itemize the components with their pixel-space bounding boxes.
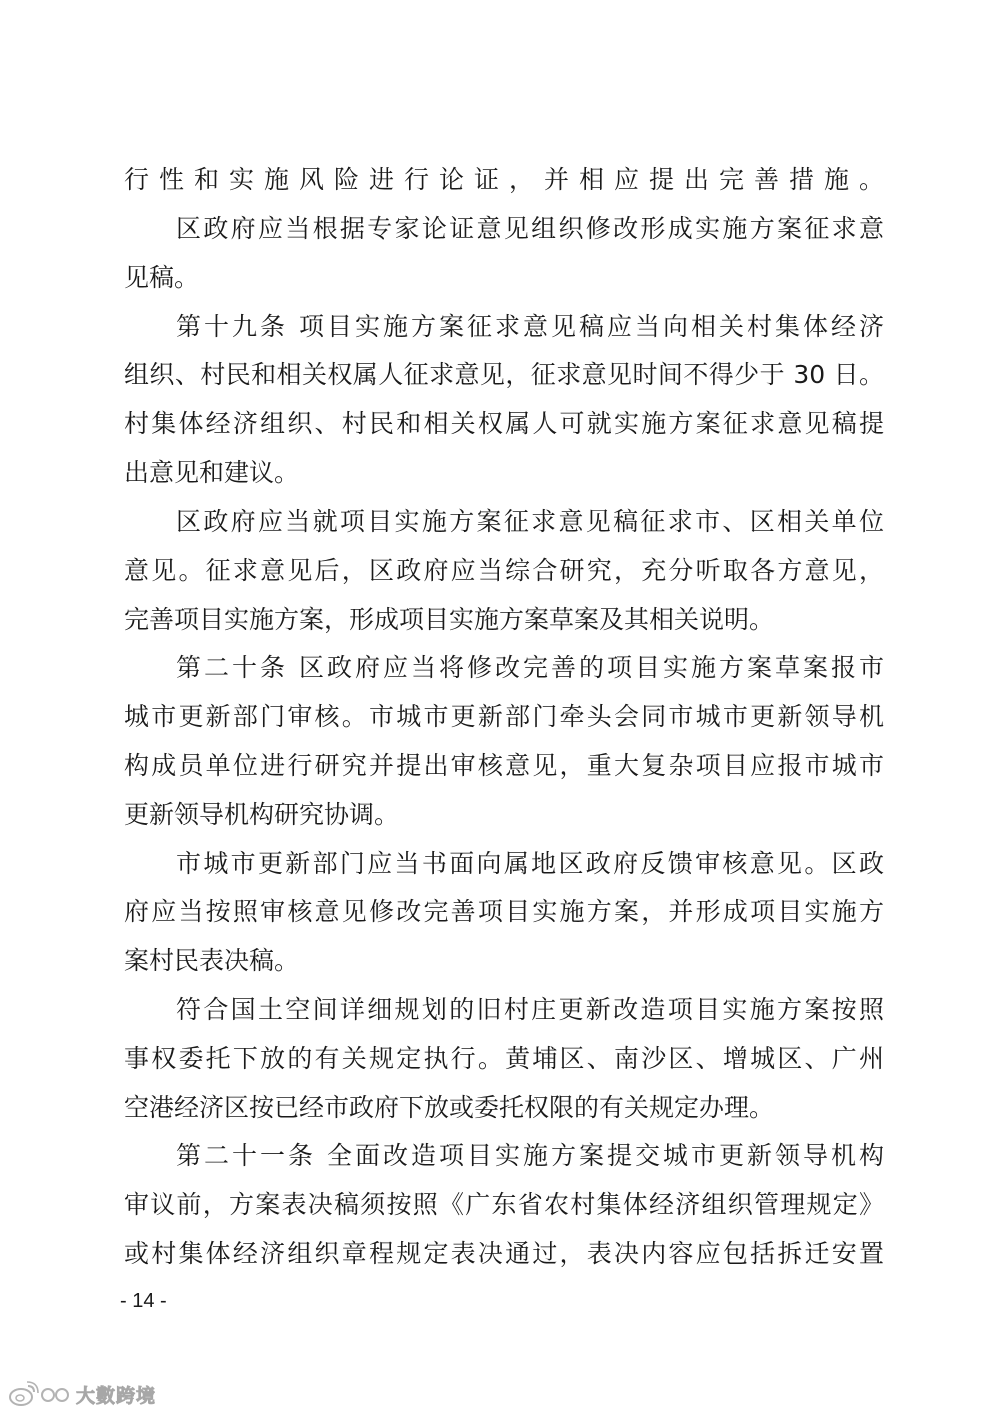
- article-21-heading-line: 第二十一条 全面改造项目实施方案提交城市更新领导机构: [176, 1141, 884, 1170]
- paragraph-line: 村集体经济组织、村民和相关权属人可就实施方案征求意见稿提: [124, 409, 884, 438]
- sina-weibo-icon: [8, 1381, 72, 1407]
- paragraph-line: 行性和实施风险进行论证，并相应提出完善措施。: [124, 165, 884, 194]
- paragraph-line: 区政府应当根据专家论证意见组织修改形成实施方案征求意: [176, 214, 884, 243]
- paragraph-line: 出意见和建议。: [124, 458, 300, 487]
- paragraph-line: 府应当按照审核意见修改完善项目实施方案，并形成项目实施方: [124, 897, 884, 926]
- paragraph-line: 审议前，方案表决稿须按照《广东省农村集体经济组织管理规定》: [124, 1190, 884, 1219]
- watermark-text: 大數跨境: [76, 1384, 157, 1407]
- paragraph-line: 案村民表决稿。: [124, 946, 300, 975]
- paragraph-line: 意见。征求意见后，区政府应当综合研究，充分听取各方意见，: [124, 556, 884, 585]
- watermark: [8, 1379, 156, 1409]
- paragraph-line: 事权委托下放的有关规定执行。黄埔区、南沙区、增城区、广州: [124, 1044, 884, 1073]
- paragraph-line: 构成员单位进行研究并提出审核意见，重大复杂项目应报市城市: [124, 751, 884, 780]
- paragraph-line: 城市更新部门审核。市城市更新部门牵头会同市城市更新领导机: [124, 702, 884, 731]
- paragraph-line: 组织、村民和相关权属人征求意见，征求意见时间不得少于 30 日。: [124, 360, 884, 389]
- article-20-heading-line: 第二十条 区政府应当将修改完善的项目实施方案草案报市: [176, 653, 884, 682]
- paragraph-line: 见稿。: [124, 263, 200, 292]
- paragraph-line: 或村集体经济组织章程规定表决通过，表决内容应包括拆迁安置: [124, 1239, 884, 1268]
- page-number: - 14 -: [120, 1290, 167, 1312]
- paragraph-line: 更新领导机构研究协调。: [124, 800, 400, 829]
- paragraph-line: 完善项目实施方案，形成项目实施方案草案及其相关说明。: [124, 605, 775, 634]
- paragraph-line: 区政府应当就项目实施方案征求意见稿征求市、区相关单位: [176, 507, 884, 536]
- paragraph-line: 符合国土空间详细规划的旧村庄更新改造项目实施方案按照: [176, 995, 884, 1024]
- article-19-heading-line: 第十九条 项目实施方案征求意见稿应当向相关村集体经济: [176, 312, 884, 341]
- paragraph-line: 市城市更新部门应当书面向属地区政府反馈审核意见。区政: [176, 849, 884, 878]
- paragraph-line: 空港经济区按已经市政府下放或委托权限的有关规定办理。: [124, 1093, 775, 1122]
